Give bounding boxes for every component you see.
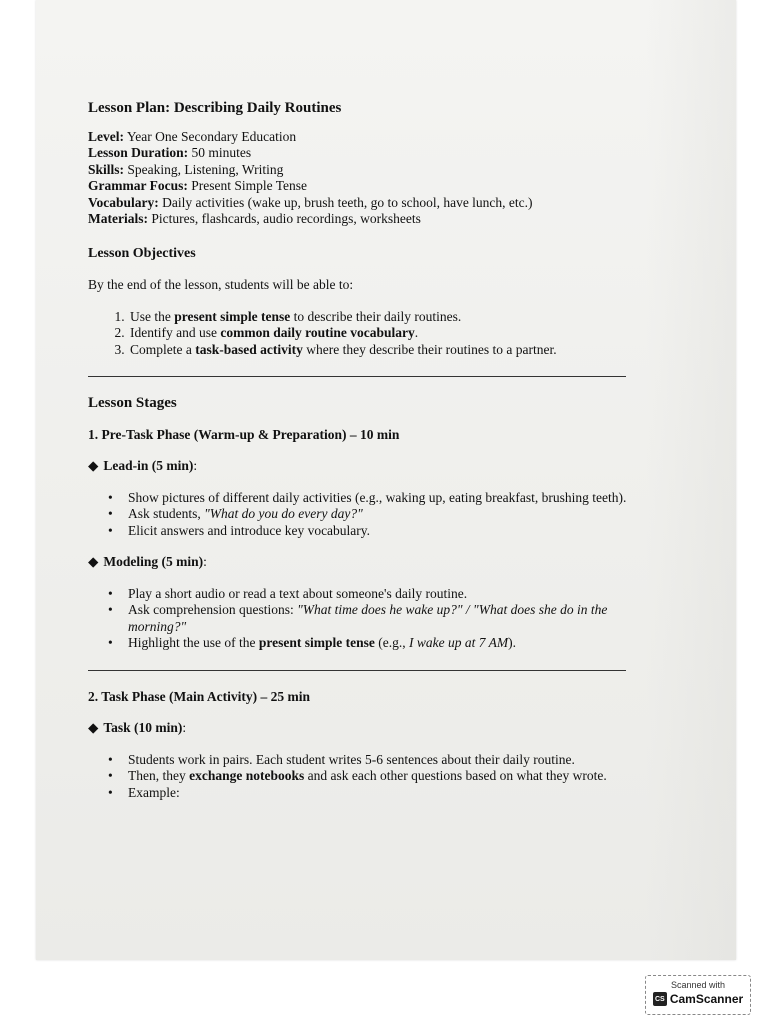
list-item: • Show pictures of different daily activities (e.g., waking up, eating breakfast, brushing teeth). [128, 490, 648, 507]
list-item: • Elicit answers and introduce key vocabulary. [128, 523, 648, 540]
page-title: Lesson Plan: Describing Daily Routines [88, 100, 342, 116]
list-item: • Students work in pairs. Each student writes 5-6 sentences about their daily routine. [128, 752, 648, 769]
list-item: • Example: [128, 785, 648, 802]
meta-grammar: Grammar Focus: Present Simple Tense [88, 178, 308, 193]
phase1-heading: 1. Pre-Task Phase (Warm-up & Preparation) – 10 min [88, 426, 400, 442]
modeling-heading: ◆ Modeling (5 min): [88, 554, 207, 569]
list-item: 3. Complete a task-based activity where they describe their routines to a partner. [128, 342, 648, 359]
leadin-heading: ◆ Lead-in (5 min): [88, 458, 198, 473]
list-item: 1. Use the present simple tense to describe their daily routines. [128, 309, 648, 326]
list-item: • Play a short audio or read a text about someone's daily routine. [128, 586, 648, 603]
divider [88, 376, 626, 377]
stages-heading: Lesson Stages [88, 395, 177, 411]
diamond-icon: ◆ [88, 458, 99, 473]
modeling-list [88, 586, 648, 652]
watermark-caption: Scanned with [670, 980, 726, 990]
list-item: • Then, they exchange notebooks and ask each other questions based on what they wrote. [128, 768, 648, 785]
watermark-brand: CamScanner [669, 992, 744, 1006]
lesson-meta [88, 129, 648, 228]
objectives-heading: Lesson Objectives [88, 245, 196, 261]
camscanner-logo-icon: CS [653, 992, 667, 1006]
task-list [88, 752, 648, 802]
phase2-heading: 2. Task Phase (Main Activity) – 25 min [88, 688, 311, 704]
diamond-icon: ◆ [88, 720, 99, 735]
meta-vocabulary: Vocabulary: Daily activities (wake up, brush teeth, go to school, have lunch, etc.) [88, 194, 533, 210]
divider [88, 670, 626, 671]
list-item: • Ask students, "What do you do every day?" [128, 506, 648, 523]
diamond-icon: ◆ [88, 554, 99, 569]
list-item: 2. Identify and use common daily routine vocabulary. [128, 325, 648, 342]
list-item: • Ask comprehension questions: "What time does he wake up?" / "What does she do in the morning?" [128, 602, 648, 635]
leadin-list [88, 490, 648, 540]
list-item: • Highlight the use of the present simple tense (e.g., I wake up at 7 AM). [128, 635, 648, 652]
camscanner-watermark [645, 975, 751, 1015]
objectives-list [88, 309, 648, 359]
task-heading: ◆ Task (10 min): [88, 720, 187, 735]
meta-skills: Skills: Speaking, Listening, Writing [88, 161, 284, 177]
objectives-intro: By the end of the lesson, students will be able to: [88, 277, 354, 292]
meta-duration: Lesson Duration: 50 minutes [88, 145, 252, 160]
meta-materials: Materials: Pictures, flashcards, audio recordings, worksheets [88, 211, 421, 226]
document-body [88, 100, 648, 801]
meta-level: Level: Year One Secondary Education [88, 128, 297, 144]
